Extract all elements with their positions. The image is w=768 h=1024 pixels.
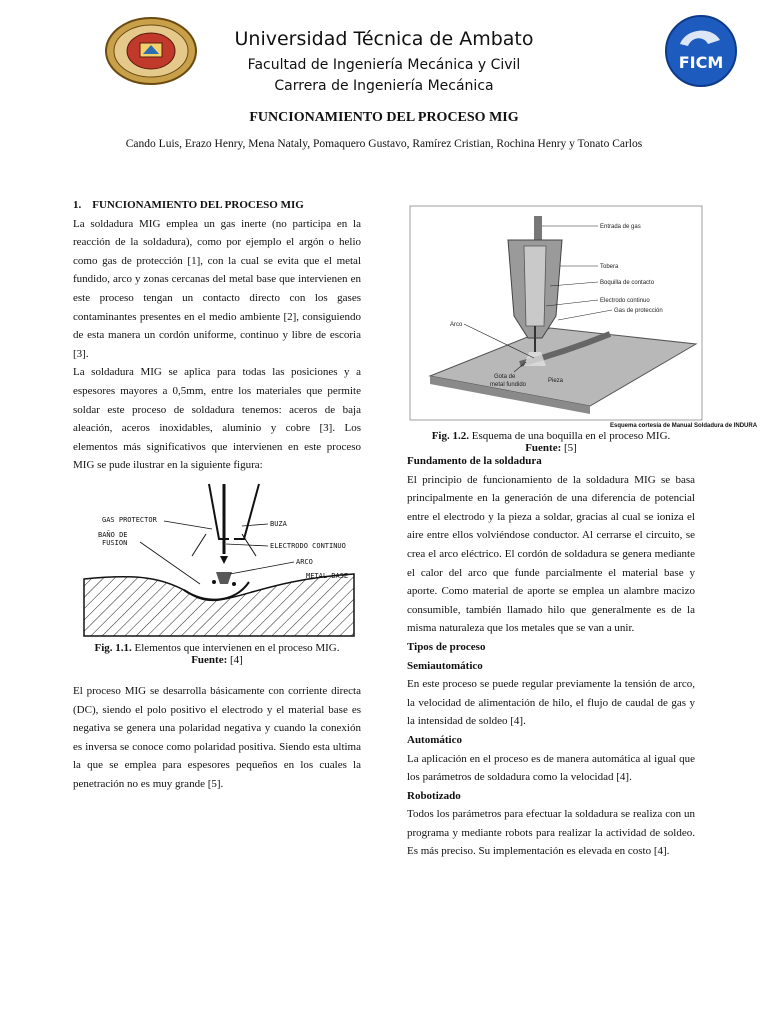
- label-electrodo: ELECTRODO CONTINUO: [270, 542, 346, 550]
- right-column: [407, 452, 695, 861]
- subheading-automatico: Automático: [407, 733, 462, 746]
- university-seal-logo: [104, 16, 198, 86]
- subheading-semiautomatico: Semiautomático: [407, 659, 483, 672]
- figure-1-caption: [73, 642, 361, 666]
- paragraph: Todos los parámetros para efectuar la soldadura se realiza con un programa y mediante robots para realizar la actividad de soldeo. Es más preciso. Su implementación es elevada en costo [4].: [407, 808, 695, 858]
- source-label: Fuente:: [191, 654, 228, 666]
- paragraph: El proceso MIG se desarrolla básicamente con corriente directa (DC), siendo el polo positivo el electrodo y el material base es negativa se genera una polaridad negativa y cuando la conexión es inversa se conoce como polaridad positiva. Siendo esta ultima la que se emplea para espesores pequeños en los cuales la penetración no es muy grande [5].: [73, 685, 361, 790]
- label-electrodo-continuo: Electrodo continuo: [600, 298, 650, 304]
- university-name: Universidad Técnica de Ambato: [234, 28, 534, 50]
- career-name: Carrera de Ingeniería Mecánica: [274, 78, 494, 94]
- label-metal-base: METAL BASE: [306, 572, 349, 580]
- authors: Cando Luis, Erazo Henry, Mena Nataly, Pomaquero Gustavo, Ramírez Cristian, Rochina Henry y Tonato Carlos: [125, 138, 643, 150]
- caption-label: Fig. 1.2.: [431, 430, 469, 442]
- label-boquilla: Boquilla de contacto: [600, 280, 655, 286]
- figure-2-caption: [407, 430, 695, 454]
- source-ref: [4]: [229, 654, 243, 666]
- ficm-logo: [664, 14, 738, 88]
- document-header: [0, 0, 768, 110]
- document-title: FUNCIONAMIENTO DEL PROCESO MIG: [249, 110, 519, 125]
- label-entrada-gas: Entrada de gas: [600, 224, 641, 230]
- figure-mig-nozzle: [410, 206, 758, 430]
- paragraph: La aplicación en el proceso es de manera automática al igual que los parámetros de soldadura como la velocidad [4].: [407, 752, 695, 784]
- caption-text: Esquema de una boquilla en el proceso MIG.: [468, 430, 671, 442]
- label-tobera: Tobera: [600, 264, 619, 270]
- label-arco: Arco: [450, 322, 463, 328]
- source-label: Fuente:: [525, 442, 562, 454]
- caption-label: Fig. 1.1.: [94, 642, 132, 654]
- paragraph: La soldadura MIG se aplica para todas las posiciones y a espesores mayores a 0,5mm, entre los materiales que permite soldar este proceso de soldadura tenemos: aceros de baja aleación, aceros inoxidables, aluminio y cobre [3]. Los elementos más significativos que intervienen en este proceso MIG se pude ilustrar en la siguiente figura:: [73, 366, 361, 472]
- label-bano: BAÑO DE: [98, 531, 128, 539]
- label-pieza: Pieza: [548, 378, 564, 384]
- label-gas-proteccion: Gas de protección: [614, 308, 663, 314]
- figure-mig-elements: [84, 484, 354, 636]
- label-arco: ARCO: [296, 558, 313, 566]
- ficm-logo-text: FICM: [678, 53, 724, 72]
- label-gas-protector: GAS PROTECTOR: [102, 516, 157, 524]
- section-heading: 1. FUNCIONAMIENTO DEL PROCESO MIG: [73, 199, 304, 211]
- source-ref: [5]: [563, 442, 577, 454]
- paragraph: La soldadura MIG emplea un gas inerte (no participa en la reacción de la soldadura), como por ejemplo el argón o helio como gas de protección [1], con la cual se evita que el metal fundido, arco y zonas cercanas del metal base que intervienen en este proceso tengan un contacto directo con los gases contaminantes presentes en el medio ambiente [2], consiguiendo de esta manera un cordón uniforme, continuo y libre de escoria [3].: [73, 217, 361, 360]
- subheading-tipos: Tipos de proceso: [407, 640, 486, 653]
- label-buza: BUZA: [270, 520, 287, 528]
- figure-credit: Esquema cortesía de Manual Soldadura de INDURA: [610, 423, 758, 429]
- subheading-robotizado: Robotizado: [407, 789, 461, 802]
- label-metal-fundido: metal fundido: [490, 382, 527, 388]
- faculty-name: Facultad de Ingeniería Mecánica y Civil: [247, 57, 521, 73]
- left-column: [73, 196, 361, 475]
- label-gota: Gota de: [494, 374, 516, 380]
- paragraph: El principio de funcionamiento de la soldadura MIG se basa principalmente en la generación de una diferencia de potencial entre el electrodo y la pieza a soldar, gracias al cual se ioniza el aire entre ellos volviéndose conductor. Al cerrarse el circuito, se crea el arco eléctrico. El cordón de soldadura se genera mediante el calor del arco que funde parcialmente el material base y aporte. Como material de aporte se emplea un alambre macizo consumible, también llamado hilo que generalmente es de la misma naturaleza que los metales que se van a unir.: [407, 473, 695, 635]
- subheading-fundamento: Fundamento de la soldadura: [407, 455, 542, 467]
- label-fusion: FUSION: [102, 539, 128, 547]
- caption-text: Elementos que intervienen en el proceso MIG.: [131, 642, 340, 654]
- paragraph: En este proceso se puede regular previamente la tensión de arco, la velocidad de alimentación de hilo, el flujo de caudal de gas y la intensidad de soldeo [4].: [407, 678, 695, 728]
